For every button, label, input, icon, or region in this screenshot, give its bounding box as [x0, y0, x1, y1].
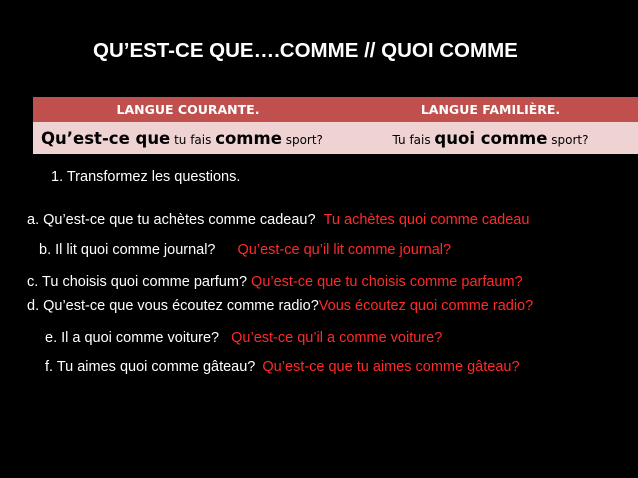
exercise-answer: Vous écoutez quoi comme radio? — [318, 298, 534, 314]
exercise-answer: Qu’est-ce que tu aimes comme gâteau? — [262, 359, 520, 375]
cell-text-segment: Tu fais — [392, 132, 435, 147]
cell-langue-courante — [33, 122, 343, 154]
slide-title: QU’EST-CE QUE….COMME // QUOI COMME — [93, 39, 518, 62]
exercise-line-c — [27, 274, 523, 290]
exercise-answer: Qu’est-ce que tu choisis comme parfaum? — [251, 274, 523, 290]
exercise-question: b. Il lit quoi comme journal? — [39, 242, 216, 258]
table-header-row — [33, 97, 638, 122]
header-langue-familiere: LANGUE FAMILIÈRE. — [343, 97, 638, 122]
exercise-line-d — [27, 298, 533, 314]
exercise-answer: Tu achètes quoi comme cadeau — [323, 212, 530, 228]
cell-text-segment: sport? — [281, 132, 323, 147]
table-row — [33, 122, 638, 154]
comparison-table — [33, 97, 638, 154]
exercise-question: a. Qu’est-ce que tu achètes comme cadeau? — [27, 212, 316, 228]
exercise-line-b — [39, 242, 451, 258]
cell-text-segment: tu fais — [170, 132, 216, 147]
header-langue-courante: LANGUE COURANTE. — [33, 97, 343, 122]
exercise-answer: Qu’est-ce qu’il lit comme journal? — [237, 242, 452, 258]
exercise-question: e. Il a quoi comme voiture? — [45, 330, 220, 346]
exercise-answer: Qu’est-ce qu’il a comme voiture? — [231, 330, 443, 346]
cell-langue-familiere — [343, 122, 638, 154]
exercise-question: d. Qu’est-ce que vous écoutez comme radio? — [27, 298, 319, 314]
exercise-line-e — [45, 330, 442, 346]
cell-text-segment: quoi comme — [434, 128, 548, 148]
cell-text-segment: sport? — [547, 132, 589, 147]
exercise-question: c. Tu choisis quoi comme parfum? — [27, 274, 248, 290]
cell-text-segment: Qu’est-ce que — [41, 128, 171, 148]
cell-text-segment: comme — [215, 128, 282, 148]
exercise-line-a — [27, 212, 529, 228]
exercise-line-f — [45, 359, 520, 375]
exercise-question: f. Tu aimes quoi comme gâteau? — [45, 359, 256, 375]
instruction-text: 1. Transformez les questions. — [51, 169, 241, 185]
